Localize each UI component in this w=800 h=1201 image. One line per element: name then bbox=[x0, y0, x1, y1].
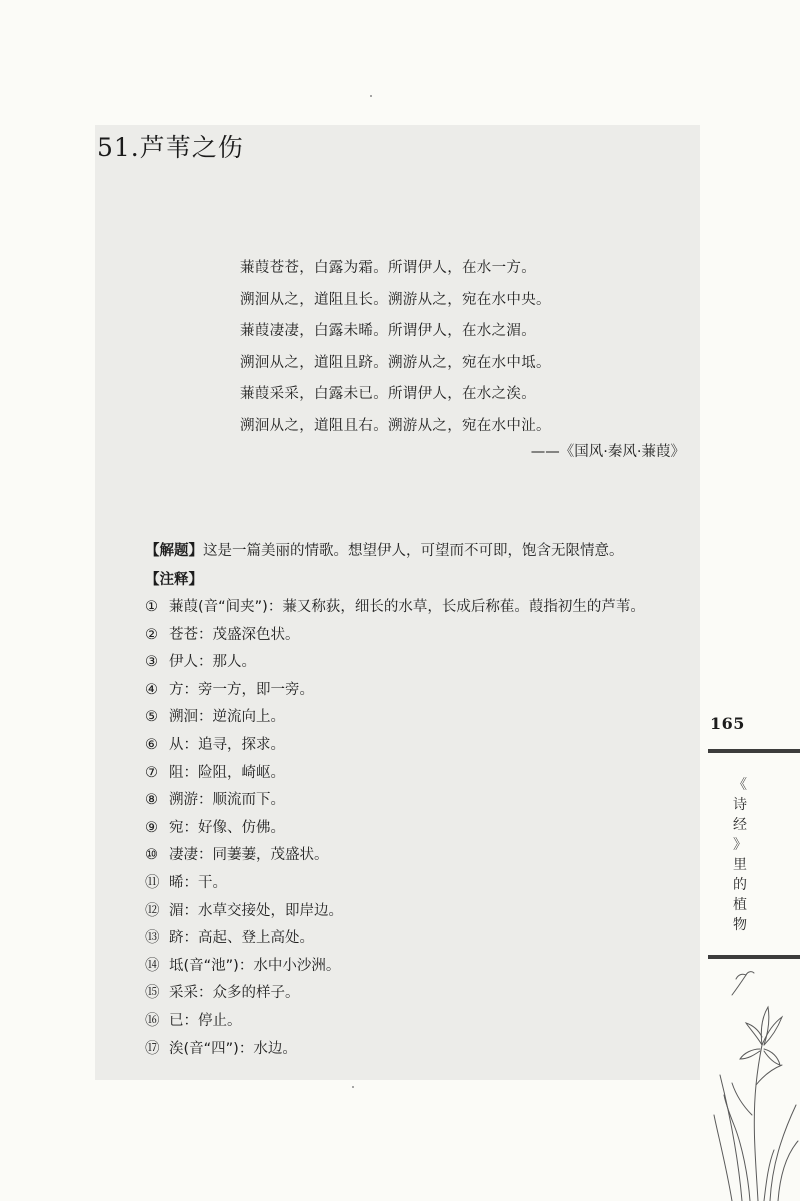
chapter-title: 51.芦苇之伤 bbox=[97, 133, 244, 162]
note-number: ⑧ bbox=[145, 792, 158, 809]
note-text: 跻：高起、登上高处。 bbox=[169, 930, 314, 947]
note-text: 已：停止。 bbox=[169, 1012, 242, 1029]
note-text: 阻：险阻，崎岖。 bbox=[169, 764, 285, 781]
note-item bbox=[145, 872, 700, 900]
poem bbox=[240, 255, 700, 444]
note-text: 宛：好像、仿佛。 bbox=[169, 819, 285, 836]
note-text: 涘(音“四”)：水边。 bbox=[169, 1040, 297, 1057]
speck bbox=[370, 95, 372, 97]
note-text: 溯游：顺流而下。 bbox=[169, 792, 285, 809]
poem-source: ——《国风·秦风·蒹葭》 bbox=[530, 444, 685, 460]
sidebar-rule-top bbox=[708, 749, 800, 753]
poem-line: 蒹葭采采，白露未已。所谓伊人，在水之涘。 bbox=[240, 386, 536, 402]
note-item bbox=[145, 706, 700, 734]
explanation-label: 【解题】 bbox=[145, 543, 203, 559]
book-title-char: 里 bbox=[733, 857, 747, 873]
note-item bbox=[145, 624, 700, 652]
book-title-char: 物 bbox=[733, 917, 747, 933]
poem-line: 蒹葭凄凄，白露未晞。所谓伊人，在水之湄。 bbox=[240, 323, 536, 339]
note-text: 凄凄：同萋萋，茂盛状。 bbox=[169, 847, 329, 864]
note-item bbox=[145, 1038, 700, 1066]
note-item bbox=[145, 955, 700, 983]
sidebar-rule-bottom bbox=[708, 955, 800, 959]
note-text: 溯洄：逆流向上。 bbox=[169, 709, 285, 726]
explanation-text: 这是一篇美丽的情歌。想望伊人，可望而不可即，饱含无限情意。 bbox=[203, 543, 624, 559]
note-number: ⑰ bbox=[145, 1040, 160, 1057]
note-item bbox=[145, 844, 700, 872]
note-number: ③ bbox=[145, 654, 158, 671]
note-number: ② bbox=[145, 626, 158, 643]
note-number: ① bbox=[145, 599, 158, 615]
note-item bbox=[145, 900, 700, 928]
note-number: ⑩ bbox=[145, 847, 158, 864]
note-text: 采采：众多的样子。 bbox=[169, 985, 300, 1002]
note-text: 湄：水草交接处，即岸边。 bbox=[169, 902, 343, 919]
note-number: ⑬ bbox=[145, 930, 160, 947]
note-item bbox=[145, 762, 700, 790]
poem-line: 蒹葭苍苍，白露为霜。所谓伊人，在水一方。 bbox=[240, 260, 536, 276]
note-item bbox=[145, 679, 700, 707]
book-title-char: 》 bbox=[733, 837, 747, 853]
note-number: ⑮ bbox=[145, 985, 160, 1002]
note-item bbox=[145, 596, 700, 624]
page-number: 165 bbox=[710, 714, 745, 733]
note-item bbox=[145, 1010, 700, 1038]
note-number: ⑤ bbox=[145, 709, 158, 726]
note-text: 苍苍：茂盛深色状。 bbox=[169, 626, 300, 643]
note-text: 蒹葭(音“间夹”)：蒹又称荻，细长的水草，长成后称萑。葭指初生的芦苇。 bbox=[169, 599, 645, 615]
speck bbox=[352, 1086, 354, 1088]
notes-label: 【注释】 bbox=[145, 572, 203, 588]
note-number: ⑪ bbox=[145, 874, 160, 891]
book-title-char: 的 bbox=[733, 877, 747, 893]
poem-line: 溯洄从之，道阻且长。溯游从之，宛在水中央。 bbox=[240, 291, 551, 308]
note-item bbox=[145, 734, 700, 762]
note-number: ⑦ bbox=[145, 764, 158, 781]
note-number: ⑯ bbox=[145, 1012, 160, 1029]
note-text: 从：追寻，探求。 bbox=[169, 736, 285, 753]
note-text: 方：旁一方，即一旁。 bbox=[169, 681, 314, 698]
note-item bbox=[145, 817, 700, 845]
poem-line: 溯洄从之，道阻且跻。溯游从之，宛在水中坻。 bbox=[240, 354, 551, 371]
book-title-vertical bbox=[730, 775, 750, 935]
note-item bbox=[145, 651, 700, 679]
explanation bbox=[145, 540, 700, 562]
book-title-char: 植 bbox=[733, 897, 747, 913]
notes-list bbox=[145, 596, 700, 1065]
orchid-illustration bbox=[712, 965, 800, 1201]
note-number: ⑫ bbox=[145, 902, 160, 919]
poem-line: 溯洄从之，道阻且右。溯游从之，宛在水中沚。 bbox=[240, 417, 551, 434]
book-title-char: 《 bbox=[733, 777, 747, 793]
note-item bbox=[145, 927, 700, 955]
note-item bbox=[145, 982, 700, 1010]
note-text: 晞：干。 bbox=[169, 874, 227, 891]
note-number: ⑥ bbox=[145, 736, 158, 753]
note-number: ⑭ bbox=[145, 957, 160, 974]
note-text: 伊人：那人。 bbox=[169, 654, 256, 671]
note-item bbox=[145, 789, 700, 817]
note-text: 坻(音“池”)：水中小沙洲。 bbox=[169, 957, 341, 974]
note-number: ⑨ bbox=[145, 819, 158, 836]
note-number: ④ bbox=[145, 681, 158, 698]
book-title-char: 经 bbox=[733, 817, 747, 833]
book-title-char: 诗 bbox=[733, 797, 747, 813]
